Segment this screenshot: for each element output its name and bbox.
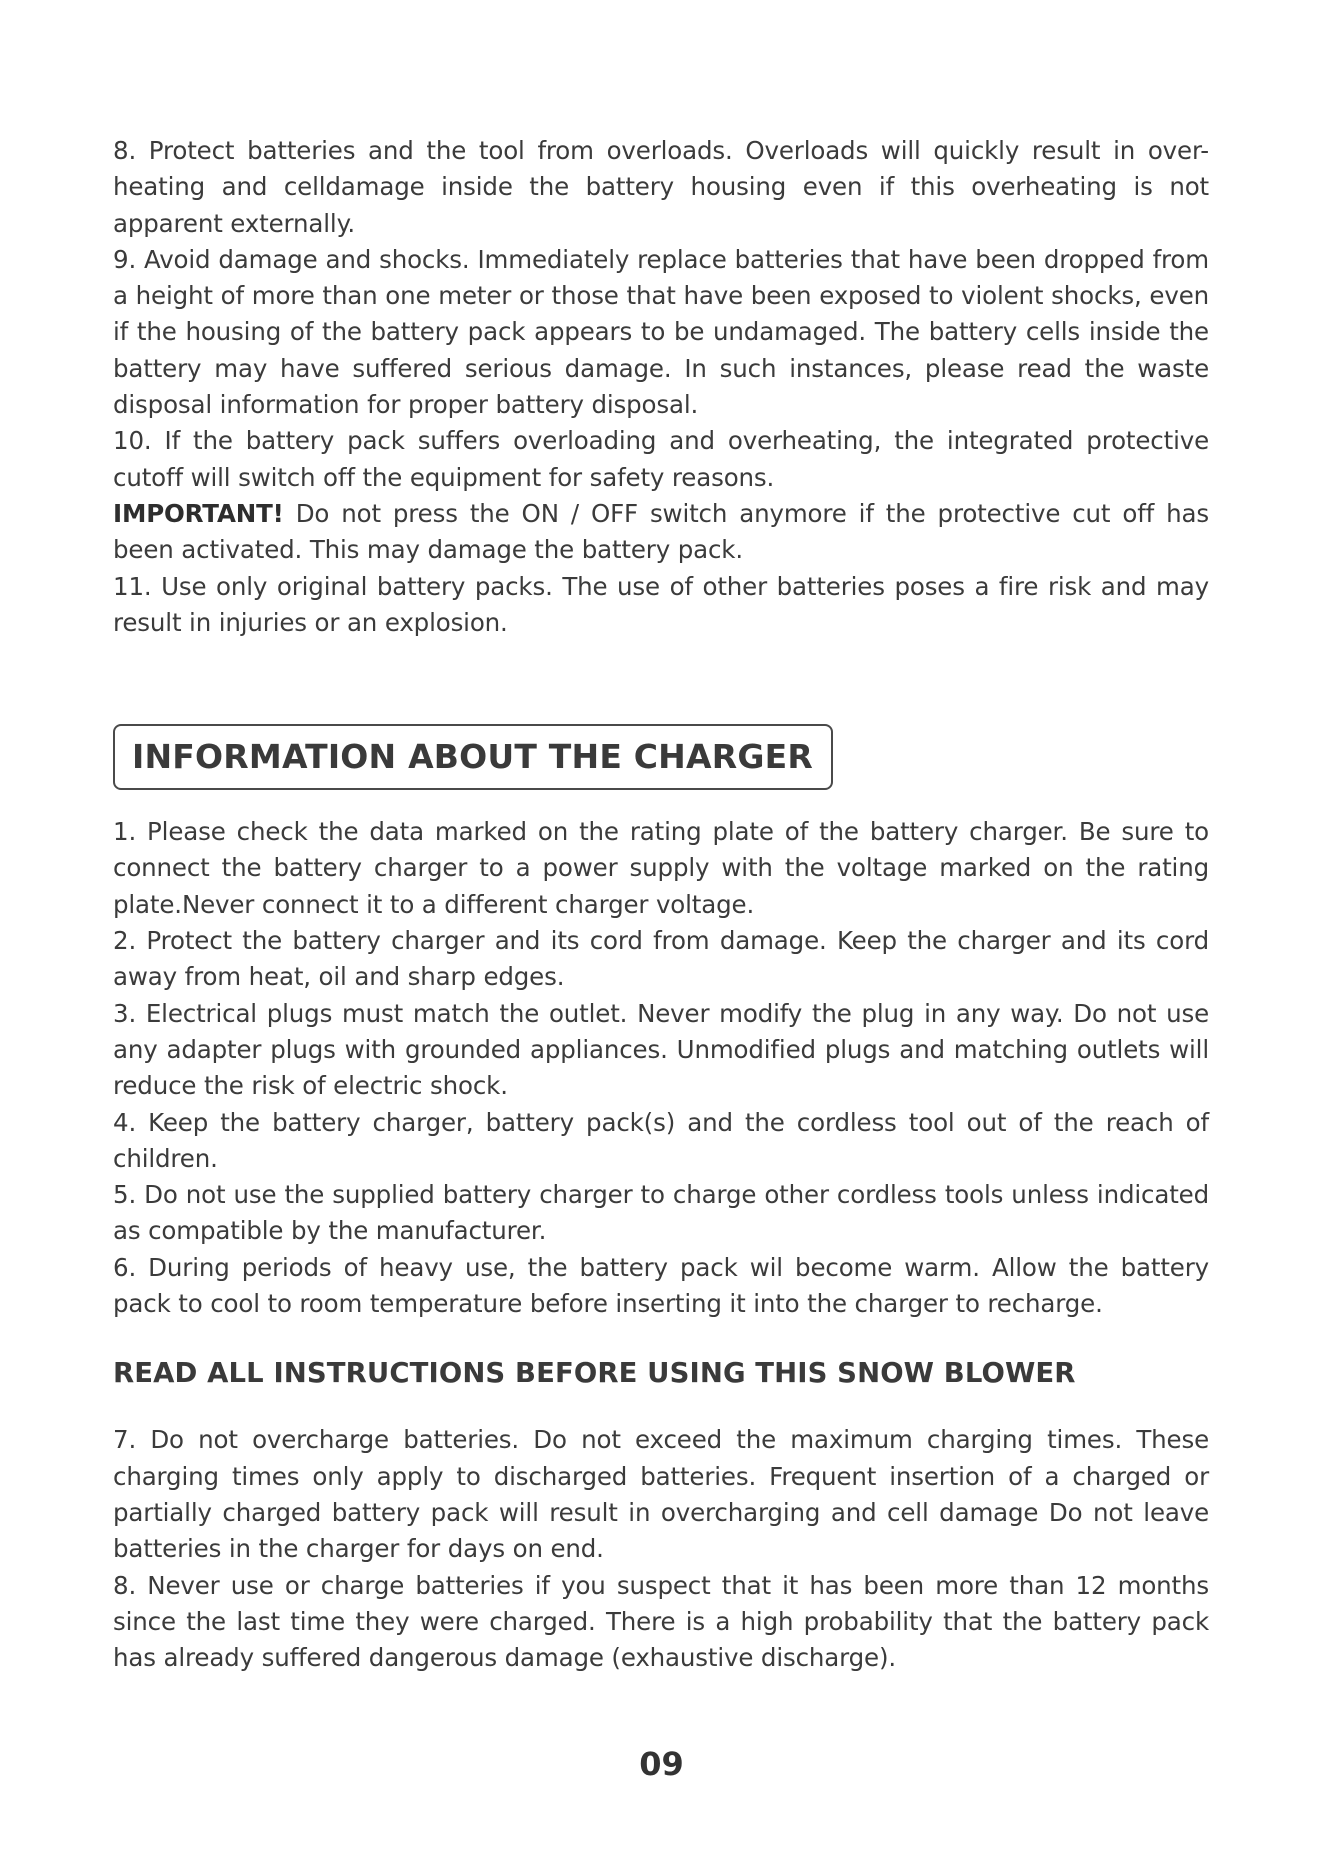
battery-item-9: 9. Avoid damage and shocks. Immediately replace batteries that have been dropped from a height of more than one meter or those that have been exposed to violent shocks, even if the housing of the battery pack appears to be undamaged. The battery cells inside the battery may have suffered serious damage. In such instances, please read the waste disposal information for proper battery disposal. [113,244,1209,420]
important-text: Do not press the ON / OFF switch anymore if the protective cut off has been activated. This may damage the battery pack. [113,498,1209,565]
charger-item-2: 2. Protect the battery charger and its cord from damage. Keep the charger and its cord away from heat, oil and sharp edges. [113,926,1209,992]
battery-item-11: 11. Use only original battery packs. The use of other batteries poses a fire risk and may result in injuries or an explosion. [113,571,1209,637]
charger-item-3: 3. Electrical plugs must match the outlet. Never modify the plug in any way. Do not use any adapter plugs with grounded appliances. Unmodified plugs and matching outlets will reduce the risk of electric shock. [113,998,1209,1101]
page-number: 09 [639,1745,684,1783]
charger-item-7: 7. Do not overcharge batteries. Do not exceed the maximum charging times. These charging times only apply to discharged batteries. Frequent insertion of a charged or partially charged battery pack will result in overcharging and cell damage Do not leave batteries in the charger for days on end. [113,1425,1209,1564]
important-label: IMPORTANT! [113,498,284,528]
charger-item-6: 6. During periods of heavy use, the battery pack wil become warm. Allow the battery pack to cool to room temperature before inserting it into the charger to recharge. [113,1252,1209,1319]
charger-item-8: 8. Never use or charge batteries if you suspect that it has been more than 12 months since the last time they were charged. There is a high probability that the battery pack has already suffered dangerous damage (exhaustive discharge). [113,1570,1209,1673]
charger-item-1: 1. Please check the data marked on the rating plate of the battery charger. Be sure to connect the battery charger to a power supply with the voltage marked on the rating plate.Never connect it to a different charger voltage. [113,817,1209,919]
important-notice [113,496,1209,569]
charger-item-4: 4. Keep the battery charger, battery pack(s) and the cordless tool out of the reach of children. [113,1107,1209,1173]
instructions-subheading: READ ALL INSTRUCTIONS BEFORE USING THIS SNOW BLOWER [113,1357,1076,1390]
battery-item-10: 10. If the battery pack suffers overloading and overheating, the integrated protective cutoff will switch off the equipment for safety reasons. [113,426,1209,492]
section-heading-box [113,724,833,790]
charger-item-5: 5. Do not use the supplied battery charger to charge other cordless tools unless indicated as compatible by the manufacturer. [113,1180,1209,1246]
page-content [113,133,1209,1676]
battery-item-8: 8. Protect batteries and the tool from overloads. Overloads will quickly result in over-heating and celldamage inside the battery housing even if this overheating is not apparent externally. [113,136,1209,238]
section-title: INFORMATION ABOUT THE CHARGER [132,737,813,777]
